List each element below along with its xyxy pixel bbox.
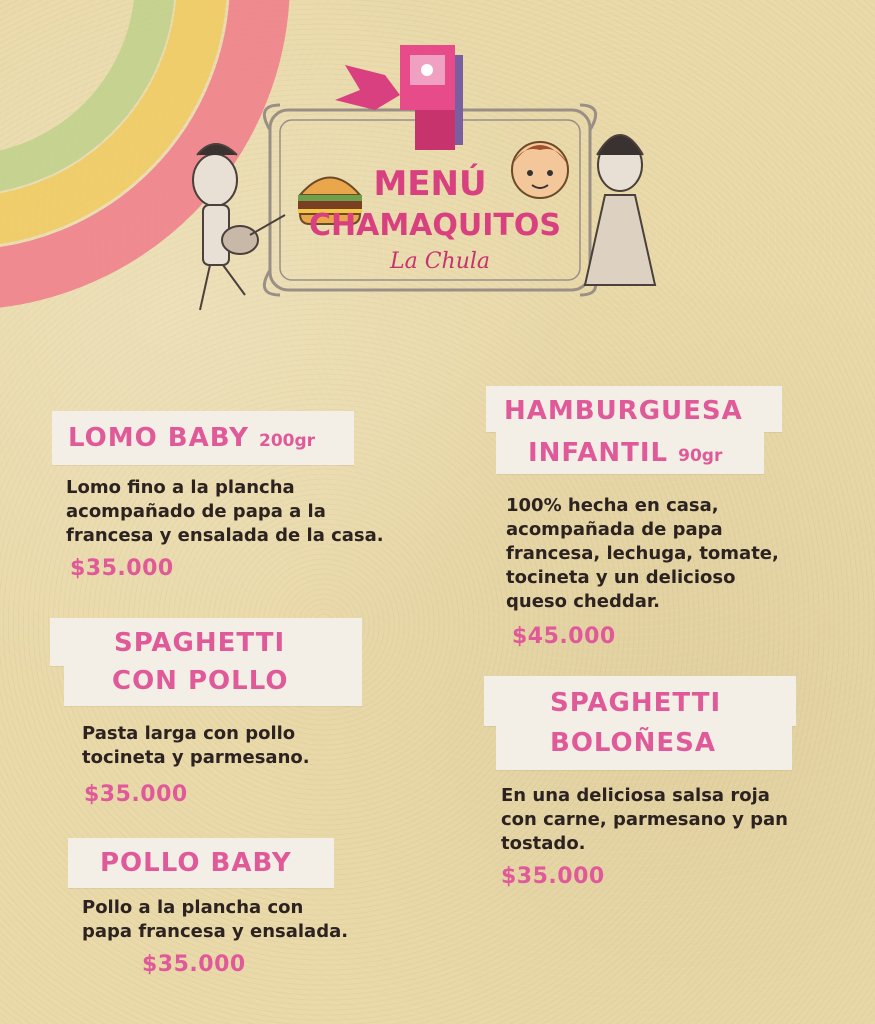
item-title-line1: SPAGHETTI <box>114 628 286 658</box>
catrina-icon <box>585 135 655 285</box>
item-description: Lomo fino a la plancha acompañado de papa a la francesa y ensalada de la casa. <box>66 477 384 546</box>
item-title-line1: SPAGHETTI <box>550 688 722 718</box>
item-price: $35.000 <box>84 782 188 807</box>
item-name: LOMO BABY <box>68 423 249 453</box>
kid-face-icon <box>512 142 568 198</box>
item-description: Pasta larga con pollo tocineta y parmesano. <box>82 723 310 768</box>
menu-logo <box>185 35 665 355</box>
item-description: En una deliciosa salsa roja con carne, parmesano y pan tostado. <box>501 785 788 854</box>
item-title <box>68 423 315 453</box>
item-name-line2: INFANTIL <box>528 438 669 468</box>
item-title: POLLO BABY <box>100 848 292 878</box>
item-weight: 90gr <box>678 446 723 466</box>
item-title-line2 <box>528 438 722 468</box>
item-description: Pollo a la plancha con papa francesa y ensalada. <box>82 897 349 942</box>
item-price: $35.000 <box>142 952 246 977</box>
logo-line1: MENÚ <box>373 164 487 204</box>
item-price: $45.000 <box>512 624 616 649</box>
item-title-line2: BOLOÑESA <box>550 728 717 758</box>
item-title-line2: CON POLLO <box>112 666 289 696</box>
item-price: $35.000 <box>501 864 605 889</box>
aztec-warrior-icon <box>335 45 463 150</box>
item-description: 100% hecha en casa, acompañada de papa francesa, lechuga, tomate, tocineta y un delicioso queso cheddar. <box>506 495 779 612</box>
item-weight: 200gr <box>259 431 316 451</box>
item-price: $35.000 <box>70 556 174 581</box>
logo-script: La Chula <box>389 249 491 274</box>
item-title-line1: HAMBURGUESA <box>504 396 743 426</box>
logo-line2: CHAMAQUITOS <box>308 208 562 243</box>
